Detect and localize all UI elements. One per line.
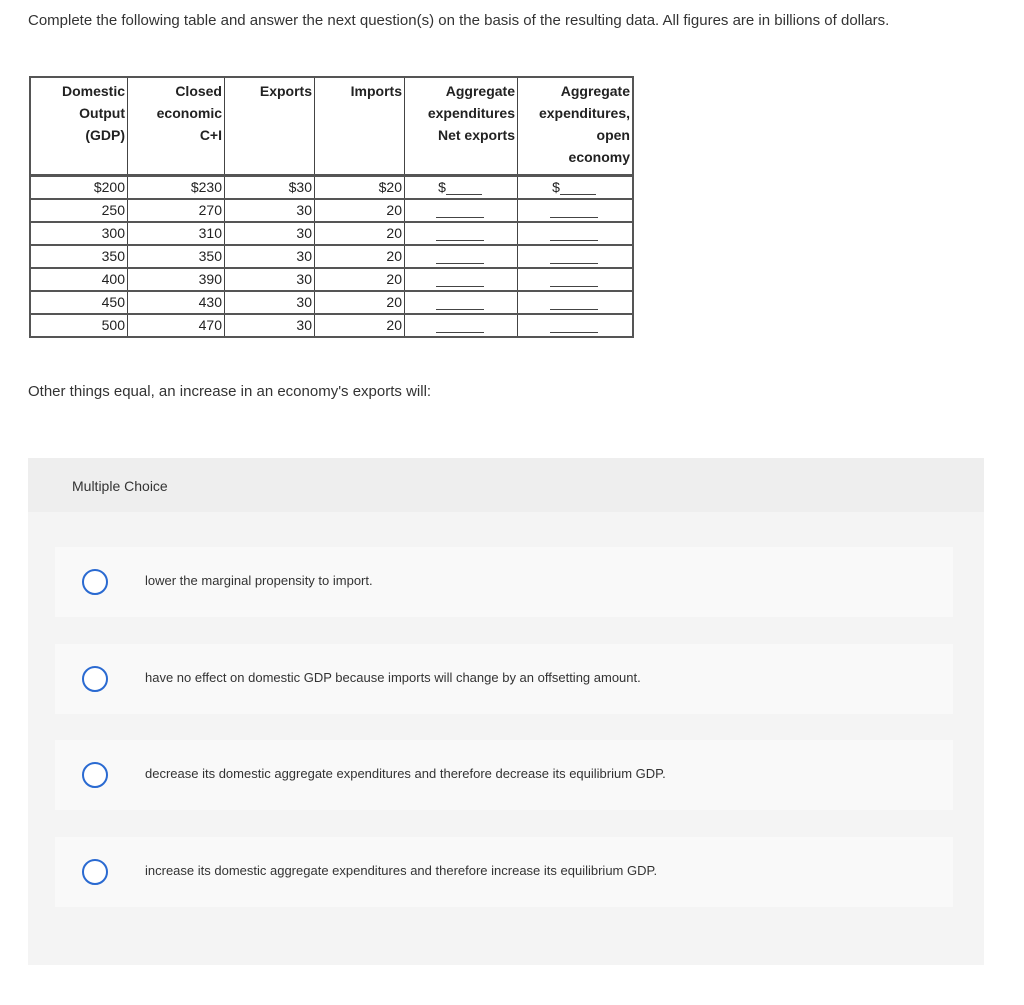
cell-imports: 20 xyxy=(315,222,405,245)
header-net-exports: Aggregate expenditures Net exports xyxy=(405,77,518,176)
cell-imports: 20 xyxy=(315,199,405,222)
answer-blank[interactable] xyxy=(436,203,484,218)
cell-open-economy xyxy=(518,245,634,268)
cell-open-economy xyxy=(518,314,634,337)
cell-open-economy xyxy=(518,199,634,222)
table-header-row xyxy=(30,77,633,176)
choice-option-1[interactable] xyxy=(55,547,953,617)
cell-gdp: 300 xyxy=(30,222,128,245)
choice-option-4[interactable] xyxy=(55,837,953,907)
cell-closed: 390 xyxy=(128,268,225,291)
answer-blank[interactable] xyxy=(550,226,598,241)
cell-gdp: 500 xyxy=(30,314,128,337)
answer-blank[interactable] xyxy=(436,249,484,264)
cell-gdp: 450 xyxy=(30,291,128,314)
cell-open-economy xyxy=(518,222,634,245)
multiple-choice-label: Multiple Choice xyxy=(72,478,168,494)
cell-exports: 30 xyxy=(225,222,315,245)
radio-button[interactable] xyxy=(82,666,108,692)
answer-blank[interactable] xyxy=(550,318,598,333)
cell-imports: 20 xyxy=(315,245,405,268)
header-imports: Imports xyxy=(315,77,405,176)
cell-closed: $230 xyxy=(128,176,225,200)
table-row xyxy=(30,222,633,245)
choice-option-3[interactable] xyxy=(55,740,953,810)
cell-net-exports xyxy=(405,291,518,314)
choice-label: decrease its domestic aggregate expenditures and therefore decrease its equilibrium GDP. xyxy=(145,766,666,781)
header-exports: Exports xyxy=(225,77,315,176)
instructions-text: Complete the following table and answer the next question(s) on the basis of the resulting data. All figures are in billions of dollars. xyxy=(28,12,890,29)
question-text: Other things equal, an increase in an economy's exports will: xyxy=(28,383,432,400)
cell-exports: 30 xyxy=(225,314,315,337)
answer-blank[interactable] xyxy=(436,295,484,310)
cell-exports: 30 xyxy=(225,268,315,291)
radio-button[interactable] xyxy=(82,762,108,788)
cell-closed: 470 xyxy=(128,314,225,337)
header-open-economy: Aggregate expenditures, open economy xyxy=(518,77,634,176)
cell-open-economy xyxy=(518,291,634,314)
cell-exports: 30 xyxy=(225,199,315,222)
cell-net-exports: $ xyxy=(405,176,518,200)
radio-button[interactable] xyxy=(82,569,108,595)
header-gdp: Domestic Output (GDP) xyxy=(30,77,128,176)
answer-blank[interactable] xyxy=(560,180,596,195)
table-row xyxy=(30,176,633,200)
header-closed: Closed economic C+I xyxy=(128,77,225,176)
cell-gdp: 250 xyxy=(30,199,128,222)
answer-blank[interactable] xyxy=(550,203,598,218)
cell-gdp: $200 xyxy=(30,176,128,200)
cell-open-economy xyxy=(518,268,634,291)
cell-gdp: 400 xyxy=(30,268,128,291)
cell-closed: 270 xyxy=(128,199,225,222)
choice-label: lower the marginal propensity to import. xyxy=(145,573,373,588)
answer-blank[interactable] xyxy=(550,249,598,264)
cell-closed: 350 xyxy=(128,245,225,268)
cell-net-exports xyxy=(405,314,518,337)
choice-label: increase its domestic aggregate expenditures and therefore increase its equilibrium GDP. xyxy=(145,863,658,878)
choice-label: have no effect on domestic GDP because imports will change by an offsetting amount. xyxy=(145,670,641,685)
cell-net-exports xyxy=(405,222,518,245)
answer-blank[interactable] xyxy=(550,295,598,310)
table-row xyxy=(30,245,633,268)
cell-imports: 20 xyxy=(315,291,405,314)
answer-blank[interactable] xyxy=(446,180,482,195)
cell-imports: $20 xyxy=(315,176,405,200)
answer-blank[interactable] xyxy=(436,272,484,287)
radio-button[interactable] xyxy=(82,859,108,885)
cell-gdp: 350 xyxy=(30,245,128,268)
multiple-choice-panel xyxy=(28,458,984,965)
cell-net-exports xyxy=(405,199,518,222)
answer-blank[interactable] xyxy=(436,226,484,241)
table-row xyxy=(30,268,633,291)
cell-exports: 30 xyxy=(225,245,315,268)
cell-open-economy: $ xyxy=(518,176,634,200)
cell-closed: 310 xyxy=(128,222,225,245)
cell-net-exports xyxy=(405,245,518,268)
cell-exports: 30 xyxy=(225,291,315,314)
table-row xyxy=(30,291,633,314)
answer-blank[interactable] xyxy=(550,272,598,287)
cell-net-exports xyxy=(405,268,518,291)
choice-option-2[interactable] xyxy=(55,644,953,714)
table-row xyxy=(30,314,633,337)
answer-blank[interactable] xyxy=(436,318,484,333)
data-table xyxy=(29,76,634,338)
cell-exports: $30 xyxy=(225,176,315,200)
cell-imports: 20 xyxy=(315,268,405,291)
table-row xyxy=(30,199,633,222)
multiple-choice-header xyxy=(28,458,984,512)
cell-closed: 430 xyxy=(128,291,225,314)
cell-imports: 20 xyxy=(315,314,405,337)
